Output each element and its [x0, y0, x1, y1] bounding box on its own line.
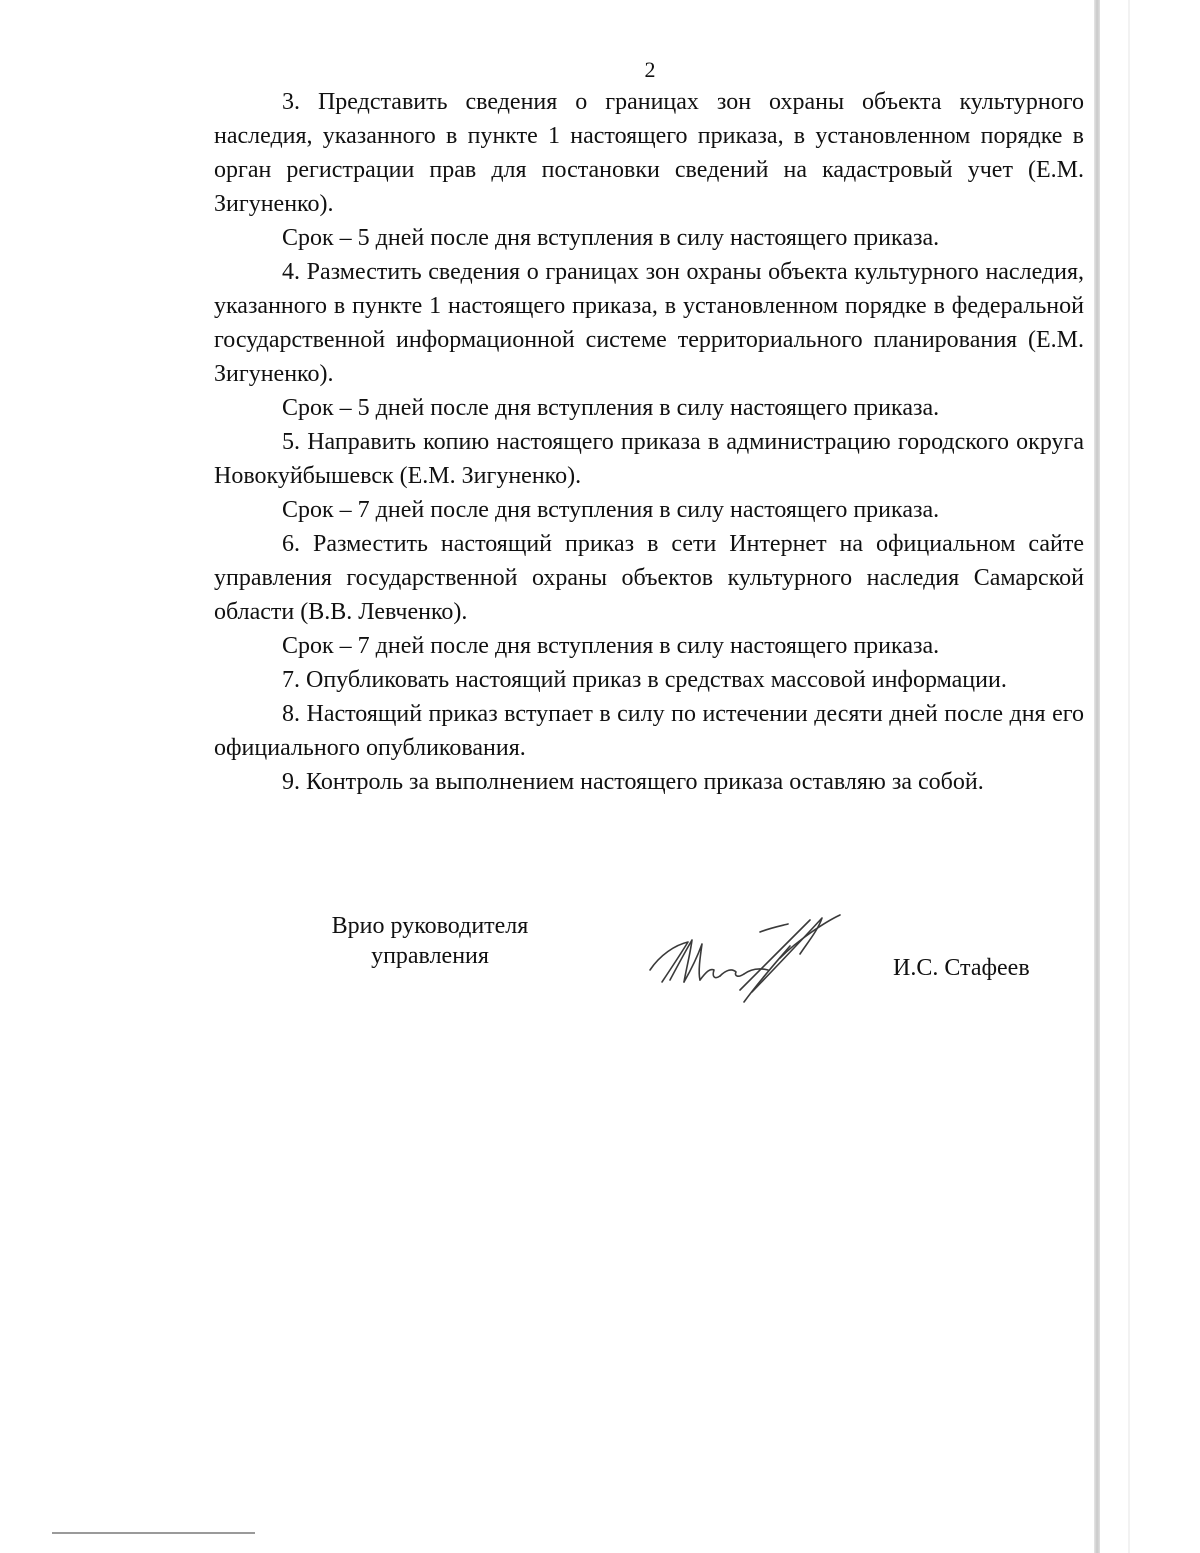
paragraph-4: 4. Разместить сведения о границах зон охраны объекта культурного наследия, указанного в пункте 1 настоящего приказа, в установленном порядке в федеральной государственной информационной системе территориального планирования (Е.М. Зигуненко). [214, 259, 1084, 387]
signatory-title [300, 911, 560, 971]
handwritten-signature-icon [640, 910, 850, 1010]
deadline-5: Срок – 7 дней после дня вступления в силу настоящего приказа. [282, 497, 940, 523]
paragraph-8: 8. Настоящий приказ вступает в силу по истечении десяти дней после дня его официального опубликования. [214, 701, 1084, 761]
signatory-title-line2: управления [371, 943, 489, 969]
paragraph-7: 7. Опубликовать настоящий приказ в средствах массовой информации. [282, 667, 1007, 693]
page-number: 2 [644, 57, 656, 82]
paragraph-3: 3. Представить сведения о границах зон охраны объекта культурного наследия, указанного в пункте 1 настоящего приказа, в установленном порядке в орган регистрации прав для постановки сведений на кадастровый учет (Е.М. Зигуненко). [214, 89, 1084, 217]
scan-edge-faint [1128, 0, 1130, 1553]
paragraph-9: 9. Контроль за выполнением настоящего приказа оставляю за собой. [282, 769, 984, 795]
deadline-3: Срок – 5 дней после дня вступления в силу настоящего приказа. [282, 225, 940, 251]
signatory-name: И.С. Стафеев [893, 955, 1030, 981]
paragraph-6: 6. Разместить настоящий приказ в сети Интернет на официальном сайте управления государственной охраны объектов культурного наследия Самарской области (В.В. Левченко). [214, 531, 1084, 625]
paragraph-5: 5. Направить копию настоящего приказа в администрацию городского округа Новокуйбышевск (Е.М. Зигуненко). [214, 429, 1084, 489]
deadline-4: Срок – 5 дней после дня вступления в силу настоящего приказа. [282, 395, 940, 421]
scan-edge-shadow [1094, 0, 1100, 1553]
scan-artifact-line [52, 1532, 255, 1534]
deadline-6: Срок – 7 дней после дня вступления в силу настоящего приказа. [282, 633, 940, 659]
signatory-title-line1: Врио руководителя [331, 913, 529, 939]
document-body [214, 85, 1084, 799]
